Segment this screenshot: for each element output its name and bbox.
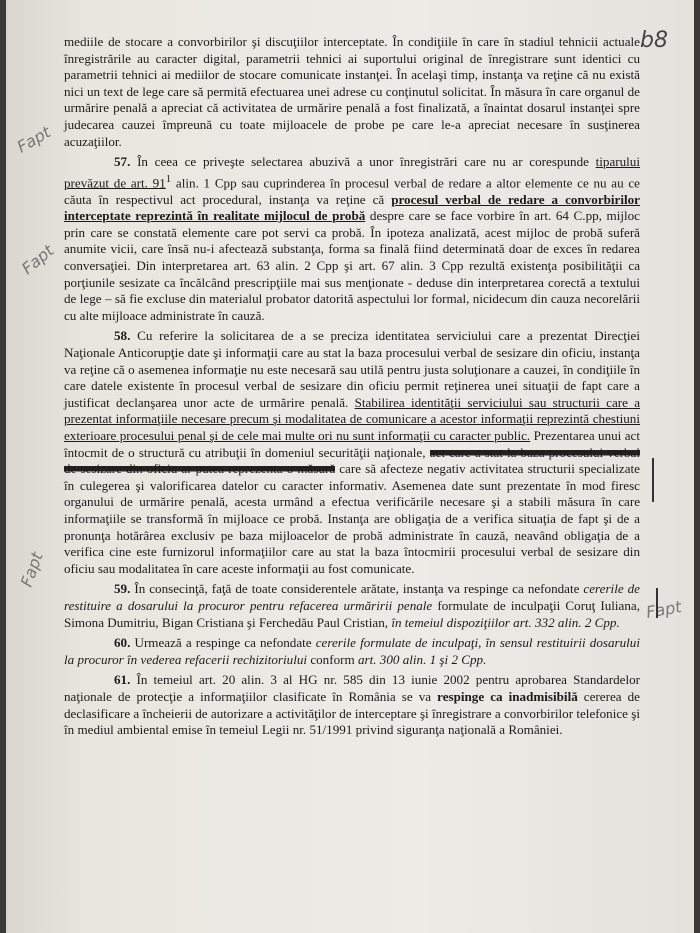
handwritten-page-mark: b8 — [640, 28, 668, 53]
handwritten-margin-note: Fapt — [644, 597, 683, 622]
paragraph-60: 60. Urmează a respinge ca nefondate cererile formulate de inculpaţi, în sensul restituirii dosarului la procuror în vederea refacerii rechizitoriului conform art. 300 alin. 1 şi 2 Cpp. — [64, 635, 640, 667]
paragraph-number: 60. — [114, 635, 131, 651]
paragraph-number: 59. — [114, 581, 131, 597]
paragraph-61: 61. În temeiul art. 20 alin. 3 al HG nr. 585 din 13 iunie 2002 pentru aprobarea Standardelor naţionale de protecţie a informaţiilor clasificate în România se va respinge ca inadmisibilă cererea de declasificare a încheierii de autorizare a activităţilor de interceptare şi înregistrare a convorbirilor telefonice şi în mediul ambiental emise în temeiul Legii nr. 51/1991 privind siguranţa naţională a României. — [64, 672, 640, 738]
handwritten-margin-note: Fapt — [13, 122, 54, 157]
paragraph-57: 57. În ceea ce priveşte selectarea abuzivă a unor înregistrări care nu ar corespunde tiparului prevăzut de art. $91^1$ alin. 1 Cpp sau cuprinderea în procesul verbal de redare a altor elemente ce nu au ce căuta în respectivul act procedural, instanţa va reţine că procesul verbal de redare a convorbirilor interceptate reprezintă în realitate mijlocul de probă despre care se face vorbire în art. 64 C.pp, mijloc prin care se constată elemente care pot servi ca probă. În ipoteza analizată, acest mijloc de probă suferă anumite vicii, care însă nu-i afectează substanţa, forma sa finală fiind determinată doar de exces în redarea conversaţiei. Din interpretarea art. 63 alin. 2 Cpp şi art. 67 alin. 3 Cpp rezultă existenţa posibilităţii ca porţiunile sesizate ca încălcând prescripţiile mai sus menţionate - deduse din interpretarea corectă a textului de lege – să fie excluse din materialul probator datorită aspectului lor formal, nicidecum din cauza necorelării cu alte mijloace administrate în cauză. — [64, 154, 640, 323]
paragraph-number: 61. — [114, 672, 131, 688]
paragraph-56-continued: mediile de stocare a convorbirilor şi discuţiilor interceptate. În condiţiile în care în stadiul tehnicii actuale înregistrările au caracter digital, parametrii tehnici ai suportului original de înregistrare sunt identici cu parametrii tehnici ai mediilor de stocare comunicate instanţei. În acelaşi timp, instanţa va reţine că nu există nici un text de lege care să permită efectuarea unei adrese cu conţinutul solicitat. În măsura în care organul de urmărire penală a apreciat că activitatea de urmărire penală a fost finalizată, a înaintat dosarul instanţei spre judecarea cauzei împreună cu toate mijloacele de probe pe care le-a apreciat necesare în susţinerea acuzaţiilor. — [64, 34, 640, 149]
handwritten-margin-note: Fapt — [16, 549, 47, 590]
paragraph-number: 57. — [114, 154, 131, 170]
paragraph-58: 58. Cu referire la solicitarea de a se preciza identitatea serviciului care a prezentat Direcţiei Naţionale Anticorupţie date şi informaţii care au stat la baza procesului verbal de sesizare din oficiu, instanţa va reţine că o asemenea informaţie nu este necesară sau utilă pentru justa soluţionare a cauzei, în condiţiile în care datele existente în procesul verbal de sesizare din oficiu permit reţinerea unei situaţii de fapt care a justificat declanşarea unor acte de urmărire penală. Stabilirea identităţii serviciului sau structurii care a prezentat informaţiile necesare precum şi modalitatea de comunicare a acestor informaţii reprezintă chestiuni exterioare procesului penal şi de cele mai multe ori nu sunt informaţii cu caracter public. Prezentarea unui act întocmit de o structură cu atribuţii în domeniul securităţii naţionale, act care a stat la baza procesului verbal de sesizare din oficiu ar putea reprezenta o măsură care să afecteze negativ activitatea structurii specializate în culegerea şi valorificarea datelor cu caracter informativ. Asemenea date sunt prezentate în mod firesc organului de urmărire penală, acesta urmând a efectua verificările necesare şi a stabili măsura în care informaţiile se transformă în mijloace ce probă. Instanţa are obligaţia de a verifica situaţia de fapt şi de a pronunţa hotărârea exclusiv pe baza mijloacelor de probă administrate în cauză, neavând obligaţia de a verifica cine este furnizorul informaţiilor care au stat la baza întocmirii procesului verbal de sesizare din oficiu sau modalitatea în care aceste informaţii au fost comunicate. — [64, 328, 641, 576]
struck-text: act care a stat la baza procesului verbal de sesizare din oficiu ar putea reprezenta o măsură — [64, 444, 640, 477]
paragraph-59: 59. În consecinţă, faţă de toate considerentele arătate, instanţa va respinge ca nefondate cererile de restituire a dosarului la procuror pentru refacerea urmăririi penale formulate de inculpaţii Coruţ Iuliana, Simona Dumitriu, Bigan Cristiana şi Ferchedău Paul Cristian, în temeiul dispoziţiilor art. 332 alin. 2 Cpp. — [64, 581, 640, 630]
handwritten-margin-note: Fapt — [18, 240, 58, 279]
document-page — [6, 0, 694, 933]
margin-bracket — [646, 458, 654, 502]
paragraph-number: 58. — [114, 328, 131, 344]
margin-bracket — [650, 588, 658, 618]
document-body — [64, 34, 640, 739]
